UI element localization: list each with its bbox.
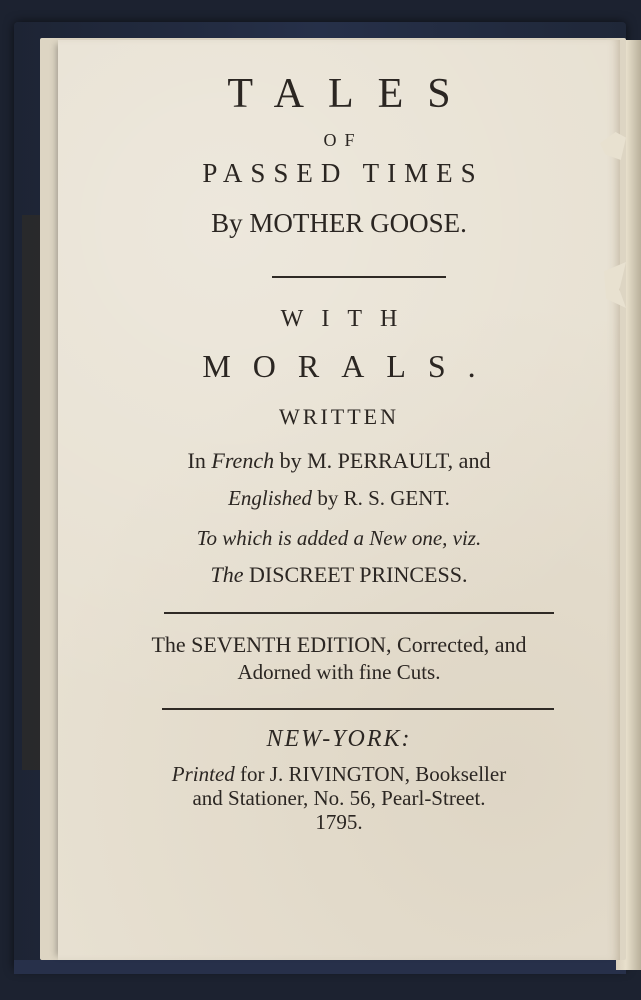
printed-word: Printed <box>171 762 235 786</box>
french-author-line <box>58 448 620 474</box>
divider-rule-1 <box>164 612 554 614</box>
title-main: TALES <box>227 71 475 117</box>
princess-prefix: The <box>210 562 244 587</box>
written-heading: WRITTEN <box>279 404 399 429</box>
cover-bottom-edge <box>14 960 626 974</box>
princess-rest: DISCREET PRINCESS. <box>249 562 468 587</box>
englished-line <box>58 486 620 511</box>
french-rest: by M. PERRAULT, and <box>279 448 491 473</box>
imprint-line-1 <box>58 762 620 787</box>
french-prefix: In <box>187 448 206 473</box>
printed-rest: for J. RIVINGTON, Bookseller <box>240 762 507 786</box>
divider-rule-2 <box>162 708 554 710</box>
with-heading: WITH <box>280 306 416 332</box>
imprint-year: 1795. <box>315 810 363 834</box>
imprint-place: NEW-YORK: <box>266 726 412 752</box>
title-author: By MOTHER GOOSE. <box>211 208 467 238</box>
french-language: French <box>211 448 275 473</box>
edition-line-2: Adorned with fine Cuts. <box>237 660 441 684</box>
added-line: To which is added a New one, viz. <box>196 526 482 550</box>
imprint-line-2: and Stationer, No. 56, Pearl-Street. <box>192 786 486 810</box>
title-page <box>58 40 620 960</box>
edition-line-1: The SEVENTH EDITION, Corrected, and <box>151 632 527 657</box>
title-of: OF <box>323 130 363 150</box>
divider-rule-short <box>272 276 446 278</box>
morals-heading: MORALS. <box>202 348 498 384</box>
englished-word: Englished <box>228 486 313 510</box>
princess-line <box>58 562 620 588</box>
englished-rest: by R. S. GENT. <box>317 486 450 510</box>
title-passed-times: PASSED TIMES <box>202 158 484 188</box>
